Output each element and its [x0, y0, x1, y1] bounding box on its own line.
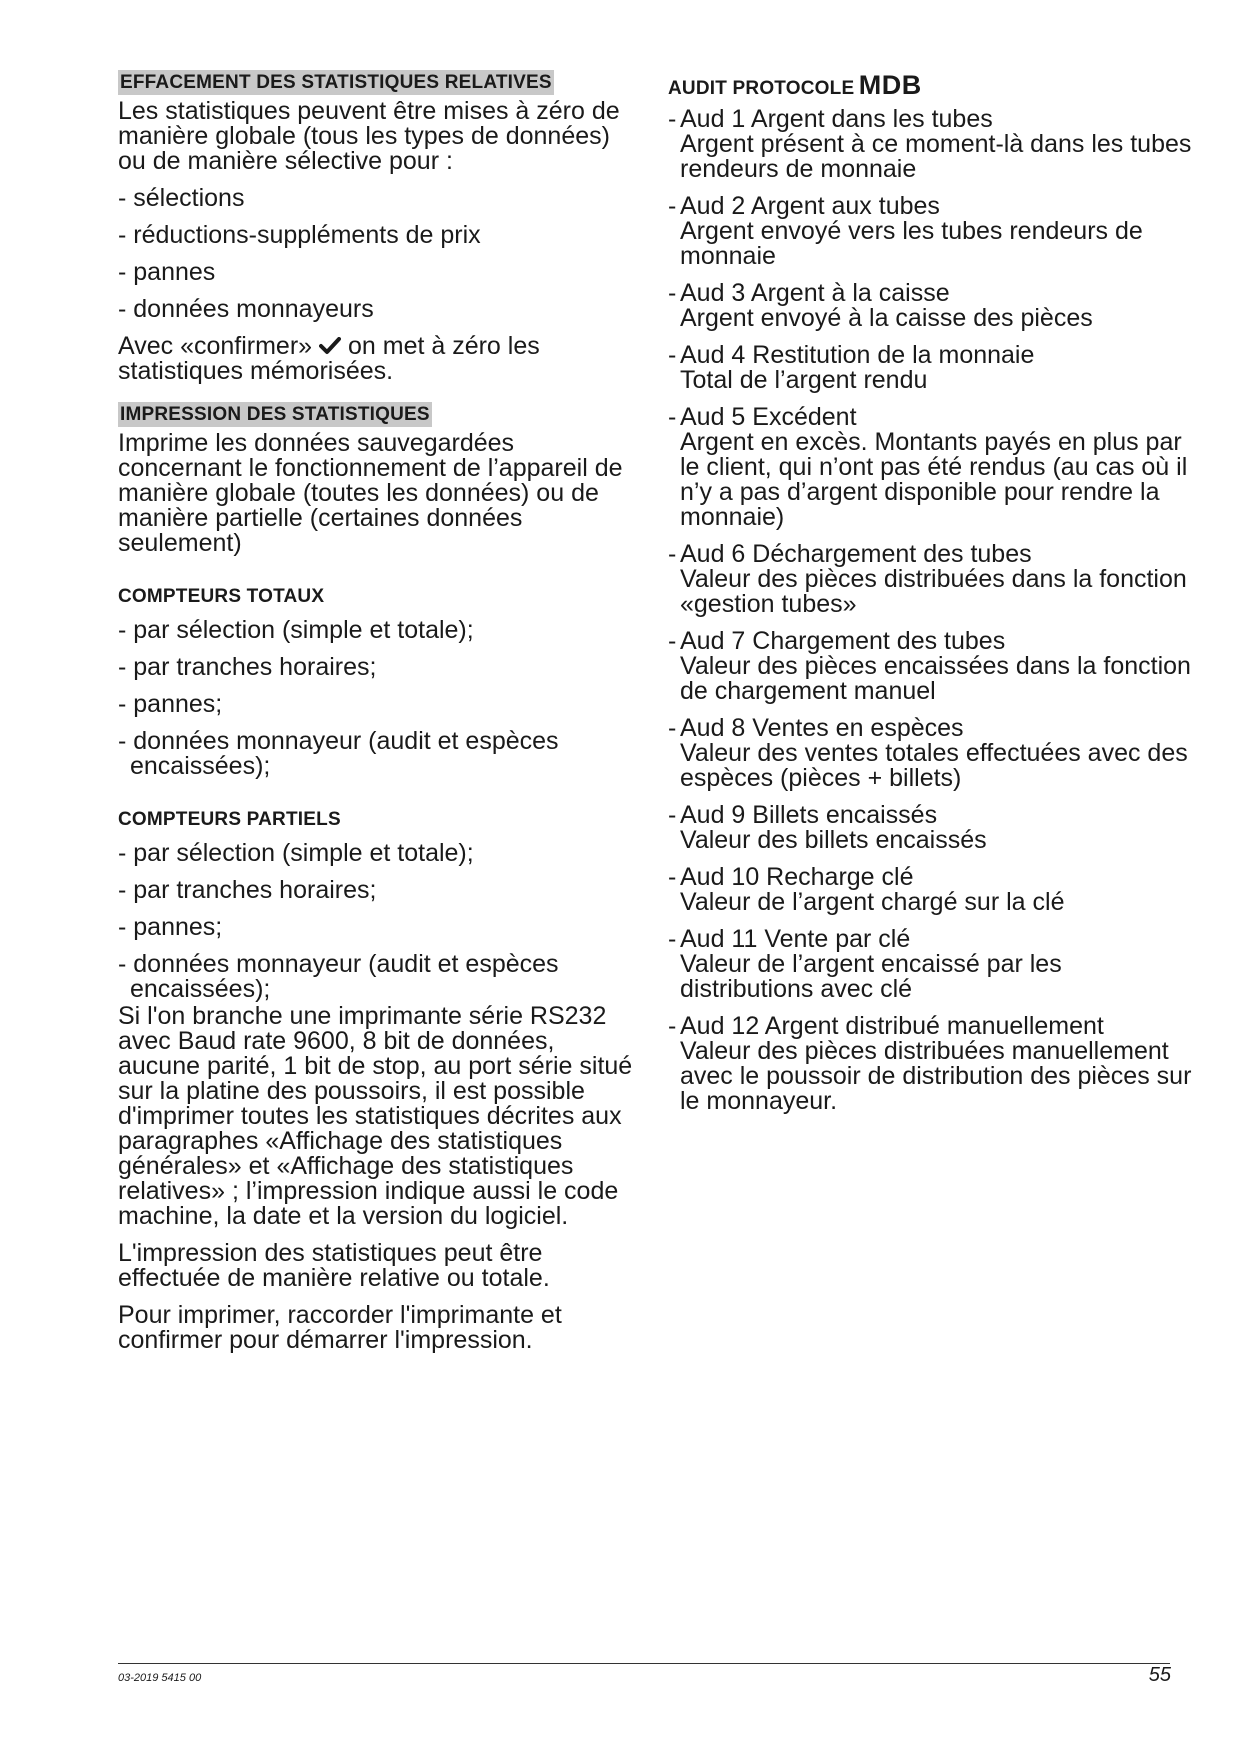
- audit-title: - Aud 3 Argent à la caisse: [668, 279, 950, 307]
- list-item: - par tranches horaires;: [118, 653, 377, 681]
- audit-description: Argent en excès. Montants payés en plus par le client, qui n’ont pas été rendus (au cas où il n’y a pas d’argent disponible pour rendre la monnaie): [680, 428, 1188, 531]
- right-column: [668, 70, 1198, 1126]
- audit-title-text: Aud 7 Chargement des tubes: [680, 627, 1006, 655]
- audit-mdb-heading: [668, 70, 1198, 101]
- list-item: - sélections: [118, 184, 245, 212]
- audit-item: [668, 927, 1198, 1002]
- audit-title: - Aud 1 Argent dans les tubes: [668, 105, 993, 133]
- list-item: - pannes: [118, 258, 216, 286]
- list-item: - données monnayeur (audit et espèces encaissées);: [118, 727, 559, 780]
- audit-title-text: Aud 1 Argent dans les tubes: [680, 105, 993, 133]
- list-item: - pannes;: [118, 913, 223, 941]
- audit-heading-mdb: MDB: [858, 70, 922, 100]
- audit-list: [668, 107, 1198, 1114]
- audit-item: [668, 281, 1198, 331]
- audit-description: Argent envoyé à la caisse des pièces: [680, 304, 1093, 332]
- audit-item: [668, 803, 1198, 853]
- audit-title-text: Aud 2 Argent aux tubes: [680, 192, 940, 220]
- serial-printer-paragraph: Si l'on branche une imprimante série RS232 avec Baud rate 9600, 8 bit de données, aucune parité, 1 bit de stop, au port série situé sur la platine des poussoirs, il est possible d'imprimer toutes les statistiques décrites aux paragraphes «Affichage des statistiques générales» et «Affichage des statistiques relatives» ; l’impression indique aussi le code machine, la date et la version du logiciel.: [118, 1002, 633, 1230]
- audit-description: Valeur de l’argent encaissé par les distributions avec clé: [680, 950, 1062, 1003]
- audit-item: [668, 405, 1198, 530]
- audit-heading-text: AUDIT PROTOCOLE: [668, 78, 855, 99]
- audit-description: Argent envoyé vers les tubes rendeurs de monnaie: [680, 217, 1143, 270]
- footer-divider: [118, 1663, 1170, 1664]
- audit-title-text: Aud 3 Argent à la caisse: [680, 279, 950, 307]
- audit-title-text: Aud 10 Recharge clé: [680, 863, 914, 891]
- audit-title: - Aud 12 Argent distribué manuellement: [668, 1012, 1104, 1040]
- audit-description: Valeur des pièces encaissées dans la fonction de chargement manuel: [680, 652, 1191, 705]
- audit-title-text: Aud 8 Ventes en espèces: [680, 714, 964, 742]
- audit-title: - Aud 10 Recharge clé: [668, 863, 914, 891]
- audit-title-text: Aud 4 Restitution de la monnaie: [680, 341, 1035, 369]
- subheading-compteurs-totaux: COMPTEURS TOTAUX: [118, 586, 325, 607]
- print-instructions-paragraph: Pour imprimer, raccorder l'imprimante et confirmer pour démarrer l'impression.: [118, 1301, 562, 1354]
- list-item: - réductions-suppléments de prix: [118, 221, 481, 249]
- audit-item: [668, 716, 1198, 791]
- audit-title: - Aud 4 Restitution de la monnaie: [668, 341, 1035, 369]
- subheading-compteurs-partiels: COMPTEURS PARTIELS: [118, 809, 341, 830]
- audit-title: - Aud 9 Billets encaissés: [668, 801, 938, 829]
- left-column: [118, 70, 638, 1365]
- list-item: - pannes;: [118, 690, 223, 718]
- confirm-text-after: on met à zéro les statistiques mémorisées.: [118, 332, 540, 385]
- list-item: - données monnayeurs: [118, 295, 374, 323]
- audit-title: - Aud 2 Argent aux tubes: [668, 192, 940, 220]
- audit-description: Valeur des ventes totales effectuées avec des espèces (pièces + billets): [680, 739, 1188, 792]
- audit-item: [668, 343, 1198, 393]
- page-number: 55: [1148, 1664, 1171, 1686]
- audit-description: Argent présent à ce moment-là dans les tubes rendeurs de monnaie: [680, 130, 1192, 183]
- audit-title: - Aud 7 Chargement des tubes: [668, 627, 1006, 655]
- audit-title-text: Aud 11 Vente par clé: [680, 925, 911, 953]
- audit-description: Valeur des pièces distribuées dans la fonction «gestion tubes»: [680, 565, 1187, 618]
- audit-item: [668, 107, 1198, 182]
- audit-item: [668, 865, 1198, 915]
- confirm-paragraph: [118, 334, 638, 384]
- audit-title: - Aud 11 Vente par clé: [668, 925, 911, 953]
- list-item: - par sélection (simple et totale);: [118, 616, 474, 644]
- audit-title-text: Aud 5 Excédent: [680, 403, 857, 431]
- checkmark-icon: [319, 337, 341, 355]
- audit-title-text: Aud 9 Billets encaissés: [680, 801, 938, 829]
- audit-item: [668, 194, 1198, 269]
- audit-description: Valeur des billets encaissés: [680, 826, 987, 854]
- audit-item: [668, 1014, 1198, 1114]
- audit-title: - Aud 5 Excédent: [668, 403, 857, 431]
- section-heading-impression: IMPRESSION DES STATISTIQUES: [120, 404, 430, 425]
- audit-description: Total de l’argent rendu: [680, 366, 928, 394]
- confirm-text-before: Avec «confirmer»: [118, 332, 313, 360]
- audit-item: [668, 542, 1198, 617]
- impression-intro: Imprime les données sauvegardées concernant le fonctionnement de l’appareil de manière globale (toutes les données) ou de manière partielle (certaines données seulement): [118, 429, 623, 557]
- list-item: - par tranches horaires;: [118, 876, 377, 904]
- document-code: 03-2019 5415 00: [118, 1672, 202, 1684]
- list-item: - par sélection (simple et totale);: [118, 839, 474, 867]
- audit-title: - Aud 6 Déchargement des tubes: [668, 540, 1032, 568]
- section-heading-effacement: EFFACEMENT DES STATISTIQUES RELATIVES: [120, 72, 552, 93]
- audit-title-text: Aud 6 Déchargement des tubes: [680, 540, 1032, 568]
- audit-description: Valeur des pièces distribuées manuellement avec le poussoir de distribution des pièces sur le monnayeur.: [680, 1037, 1192, 1115]
- audit-description: Valeur de l’argent chargé sur la clé: [680, 888, 1065, 916]
- effacement-intro: Les statistiques peuvent être mises à zéro de manière globale (tous les types de données) ou de manière sélective pour :: [118, 97, 620, 175]
- list-item: - données monnayeur (audit et espèces encaissées);: [118, 950, 559, 1003]
- relative-print-paragraph: L'impression des statistiques peut être effectuée de manière relative ou totale.: [118, 1239, 550, 1292]
- audit-title-text: Aud 12 Argent distribué manuellement: [680, 1012, 1104, 1040]
- audit-title: - Aud 8 Ventes en espèces: [668, 714, 964, 742]
- audit-item: [668, 629, 1198, 704]
